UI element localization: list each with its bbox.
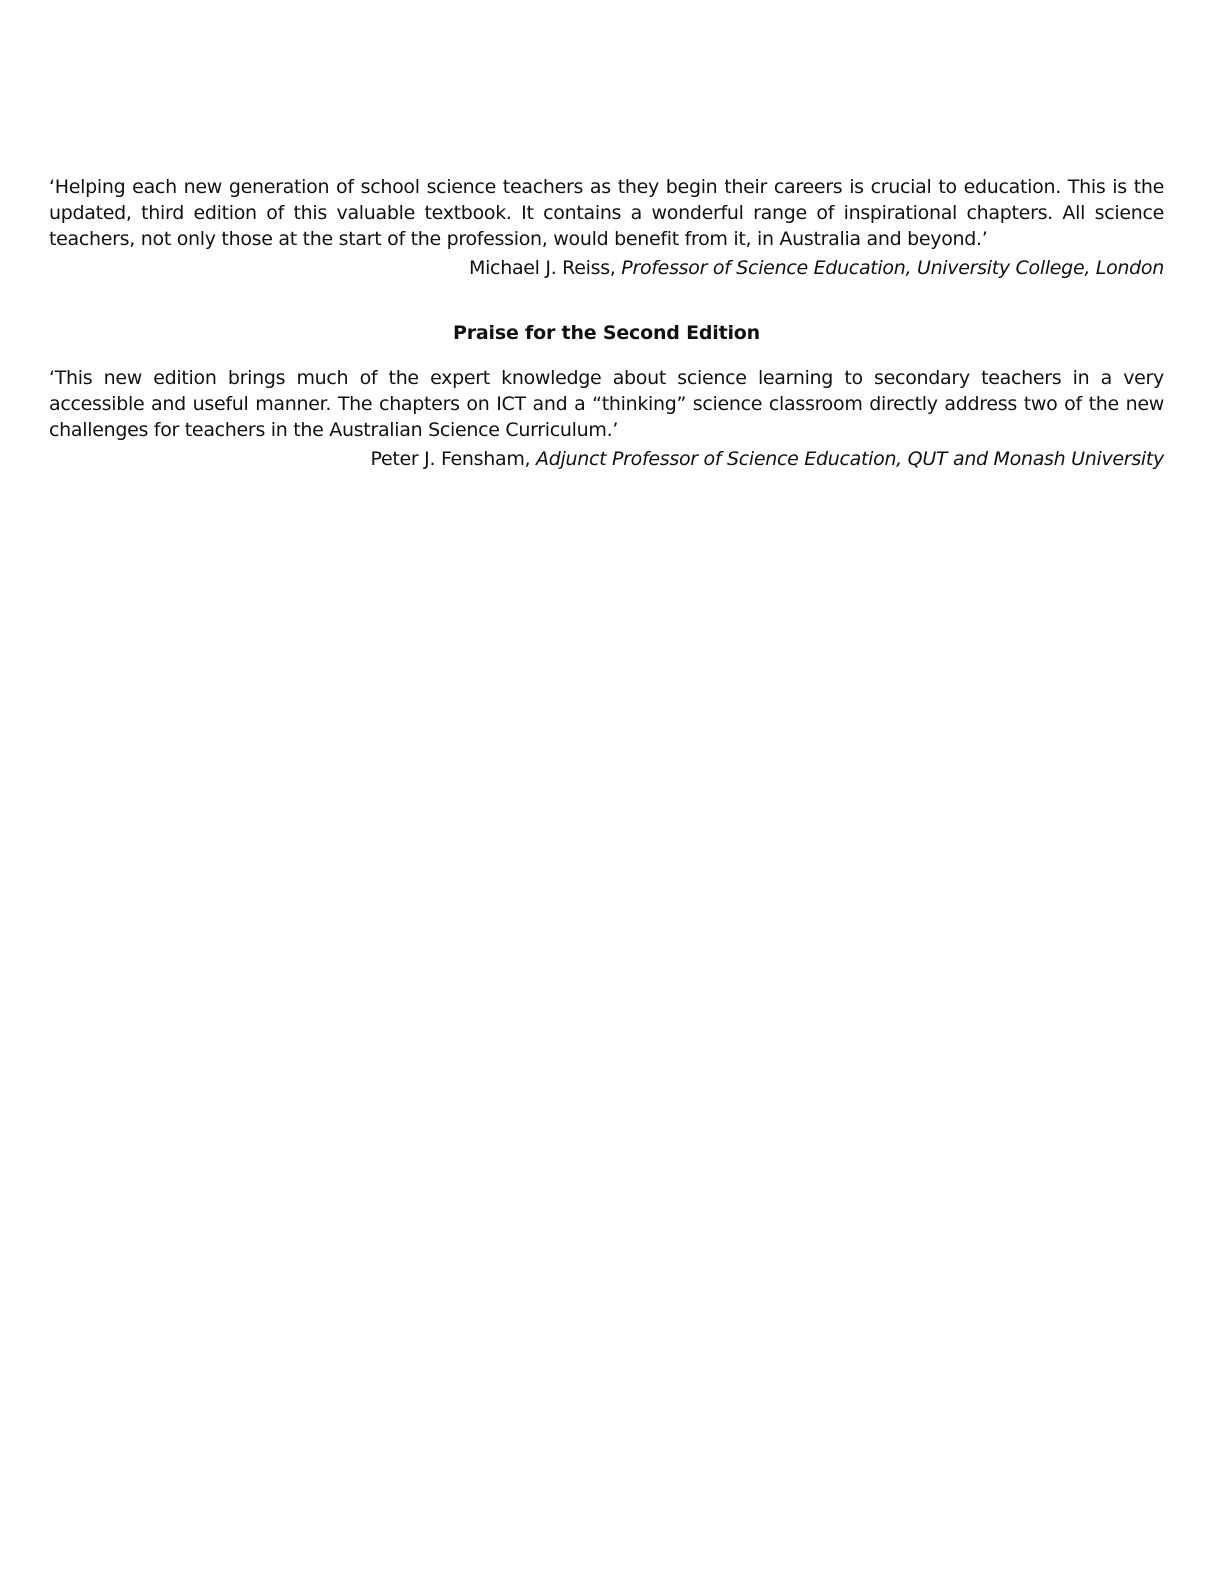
fensham-name: Peter J. Fensham,: [370, 448, 531, 470]
reiss-quote: ‘Helping each new generation of school science teachers as they begin their careers is crucial to education. This is the updated, third edition of this valuable textbook. It contains a wonderful range of inspirational chapters. All science teachers, not only those at the start of the profession, would benefit from it, in Australia and beyond.’: [49, 176, 1164, 250]
reiss-role: Professor of Science Education, University College, London: [621, 257, 1164, 279]
fensham-attribution: [49, 446, 1164, 472]
fensham-quote: ‘This new edition brings much of the expert knowledge about science learning to secondary teachers in a very accessible and useful manner. The chapters on ICT and a “thinking” science classroom directly address two of the new challenges for teachers in the Australian Science Curriculum.’: [49, 367, 1164, 441]
fensham-role: Adjunct Professor of Science Education, QUT and Monash University: [536, 448, 1164, 470]
second-edition-heading: Praise for the Second Edition: [453, 322, 760, 344]
praise-content: [49, 174, 1164, 472]
reiss-name: Michael J. Reiss,: [468, 257, 616, 279]
reiss-attribution: [49, 255, 1164, 281]
